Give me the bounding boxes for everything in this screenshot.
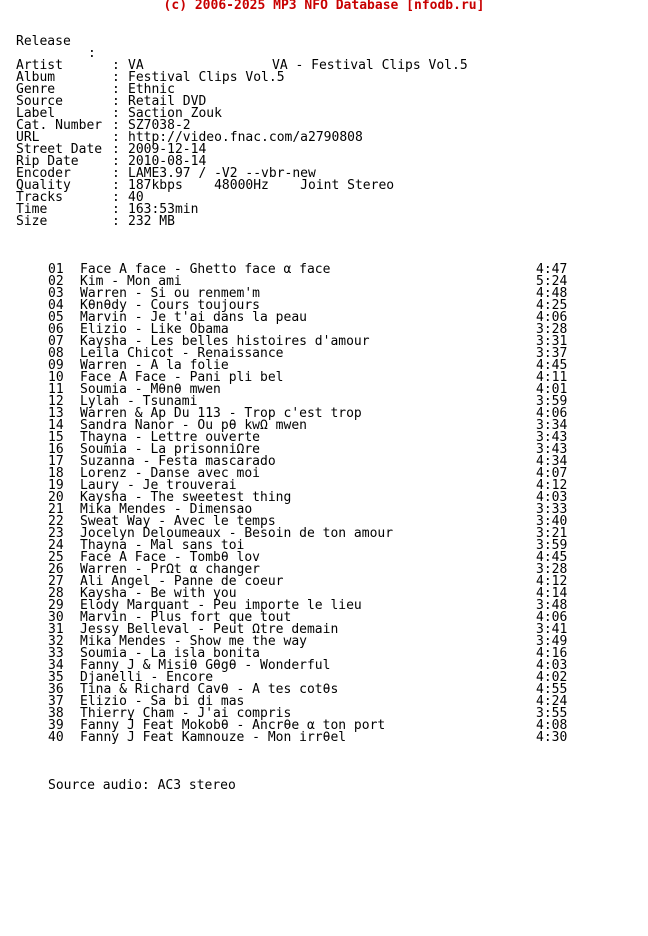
track-number: 37 <box>48 694 64 709</box>
track-title: Jocelyn Deloumeaux - Besoin de ton amour <box>80 526 394 541</box>
source-audio-note: Source audio: AC3 stereo <box>48 778 236 793</box>
info-separator: : <box>112 82 120 97</box>
track-number: 02 <box>48 274 64 289</box>
track-title: Kaysha - The sweetest thing <box>80 490 292 505</box>
track-time: 4:12 <box>536 478 568 493</box>
info-value: Retail DVD <box>128 94 207 109</box>
info-separator: : <box>112 154 120 169</box>
release-separator: : <box>88 46 96 61</box>
track-time: 3:33 <box>536 502 568 517</box>
info-key: Encoder <box>16 166 71 181</box>
info-key: Quality <box>16 178 71 193</box>
info-key: Label <box>16 106 56 121</box>
track-title: Thayna - Lettre ouverte <box>80 430 261 445</box>
track-time: 4:03 <box>536 658 568 673</box>
track-title: Suzanna - Festa mascarado <box>80 454 276 469</box>
info-key: URL <box>16 130 40 145</box>
track-time: 4:24 <box>536 694 568 709</box>
track-title: Warren - A la folie <box>80 358 229 373</box>
track-number: 38 <box>48 706 64 721</box>
info-key: Artist <box>16 58 63 73</box>
track-number: 33 <box>48 646 64 661</box>
track-time: 4:16 <box>536 646 568 661</box>
track-title: Sandra Nanor - Ou pθ kwΩ mwen <box>80 418 307 433</box>
track-time: 4:01 <box>536 382 568 397</box>
info-value: 163:53min <box>128 202 199 217</box>
track-title: Face A Face - Pani pli bel <box>80 370 284 385</box>
track-number: 20 <box>48 490 64 505</box>
track-title: Kim - Mon ami <box>80 274 182 289</box>
track-number: 39 <box>48 718 64 733</box>
track-number: 21 <box>48 502 64 517</box>
info-value: SZ7038-2 <box>128 118 191 133</box>
info-separator: : <box>112 214 120 229</box>
info-value: Ethnic <box>128 82 175 97</box>
info-value: Saction Zouk <box>128 106 222 121</box>
info-key: Size <box>16 214 48 229</box>
track-number: 05 <box>48 310 64 325</box>
track-number: 28 <box>48 586 64 601</box>
track-time: 4:06 <box>536 310 568 325</box>
track-title: Warren & Ap Du 113 - Trop c'est trop <box>80 406 362 421</box>
track-number: 29 <box>48 598 64 613</box>
track-number: 07 <box>48 334 64 349</box>
track-title: Thayna - Mal sans toi <box>80 538 245 553</box>
track-number: 16 <box>48 442 64 457</box>
track-time: 3:49 <box>536 634 568 649</box>
info-separator: : <box>112 58 120 73</box>
track-time: 3:48 <box>536 598 568 613</box>
track-title: Lylah - Tsunami <box>80 394 198 409</box>
track-time: 4:34 <box>536 454 568 469</box>
track-number: 34 <box>48 658 64 673</box>
info-value: 2009-12-14 <box>128 142 207 157</box>
track-title: Mika Mendes - Dimensao <box>80 502 253 517</box>
track-time: 3:40 <box>536 514 568 529</box>
track-time: 3:55 <box>536 706 568 721</box>
track-title: Elody Marquant - Peu importe le lieu <box>80 598 362 613</box>
track-number: 14 <box>48 418 64 433</box>
track-number: 36 <box>48 682 64 697</box>
track-time: 3:28 <box>536 322 568 337</box>
track-time: 4:47 <box>536 262 568 277</box>
info-separator: : <box>112 70 120 85</box>
track-number: 10 <box>48 370 64 385</box>
track-number: 03 <box>48 286 64 301</box>
track-title: Djanelli - Encore <box>80 670 214 685</box>
info-separator: : <box>112 94 120 109</box>
info-key: Street Date <box>16 142 103 157</box>
track-number: 27 <box>48 574 64 589</box>
track-time: 3:37 <box>536 346 568 361</box>
track-number: 23 <box>48 526 64 541</box>
info-value: 232 MB <box>128 214 175 229</box>
info-value: VA <box>128 58 144 73</box>
track-number: 01 <box>48 262 64 277</box>
track-title: Sweat Way - Avec le temps <box>80 514 276 529</box>
info-value: Festival Clips Vol.5 <box>128 70 285 85</box>
info-value: 2010-08-14 <box>128 154 207 169</box>
track-time: 4:06 <box>536 610 568 625</box>
track-title: Soumia - Mθnθ mwen <box>80 382 221 397</box>
info-separator: : <box>112 142 120 157</box>
info-separator: : <box>112 130 120 145</box>
track-time: 3:43 <box>536 442 568 457</box>
track-time: 3:28 <box>536 562 568 577</box>
track-time: 4:55 <box>536 682 568 697</box>
track-title: Lorenz - Danse avec moi <box>80 466 261 481</box>
track-number: 09 <box>48 358 64 373</box>
track-number: 31 <box>48 622 64 637</box>
track-title: Laury - Je trouverai <box>80 478 237 493</box>
info-separator: : <box>112 118 120 133</box>
track-time: 5:24 <box>536 274 568 289</box>
track-title: Elizio - Like Obama <box>80 322 229 337</box>
track-time: 3:43 <box>536 430 568 445</box>
track-time: 3:59 <box>536 538 568 553</box>
track-number: 40 <box>48 730 64 745</box>
track-title: Thierry Cham - J'ai compris <box>80 706 292 721</box>
track-title: Kaysha - Les belles histoires d'amour <box>80 334 370 349</box>
track-time: 4:25 <box>536 298 568 313</box>
track-time: 4:14 <box>536 586 568 601</box>
track-number: 11 <box>48 382 64 397</box>
info-key: Tracks <box>16 190 63 205</box>
track-title: Marvin - Je t'ai dans la peau <box>80 310 307 325</box>
track-time: 4:11 <box>536 370 568 385</box>
track-number: 17 <box>48 454 64 469</box>
info-value: http://video.fnac.com/a2790808 <box>128 130 363 145</box>
track-time: 4:03 <box>536 490 568 505</box>
info-separator: : <box>112 166 120 181</box>
track-title: Fanny J Feat Mokobθ - Ancrθe α ton port <box>80 718 386 733</box>
track-title: Mika Mendes - Show me the way <box>80 634 307 649</box>
track-time: 4:06 <box>536 406 568 421</box>
track-time: 4:45 <box>536 358 568 373</box>
info-separator: : <box>112 106 120 121</box>
info-value: 40 <box>128 190 144 205</box>
track-number: 24 <box>48 538 64 553</box>
track-number: 22 <box>48 514 64 529</box>
track-number: 15 <box>48 430 64 445</box>
track-time: 3:59 <box>536 394 568 409</box>
track-time: 3:21 <box>536 526 568 541</box>
track-number: 06 <box>48 322 64 337</box>
info-key: Time <box>16 202 48 217</box>
track-number: 35 <box>48 670 64 685</box>
track-title: Tina & Richard Cavθ - A tes cotθs <box>80 682 339 697</box>
track-number: 32 <box>48 634 64 649</box>
info-value: LAME3.97 / -V2 --vbr-new <box>128 166 316 181</box>
track-title: Warren - PrΩt α changer <box>80 562 261 577</box>
track-time: 4:30 <box>536 730 568 745</box>
track-number: 18 <box>48 466 64 481</box>
track-title: Face A Face - Tombθ lov <box>80 550 261 565</box>
info-separator: : <box>112 202 120 217</box>
track-title: Soumia - La prisonniΩre <box>80 442 261 457</box>
track-time: 4:12 <box>536 574 568 589</box>
track-time: 3:34 <box>536 418 568 433</box>
track-title: Jessy Belleval - Peut Ωtre demain <box>80 622 339 637</box>
track-title: Fanny J & Misiθ Gθgθ - Wonderful <box>80 658 331 673</box>
track-title: Ali Angel - Panne de coeur <box>80 574 284 589</box>
track-number: 08 <box>48 346 64 361</box>
info-separator: : <box>112 190 120 205</box>
track-time: 4:45 <box>536 550 568 565</box>
track-title: Kθnθdy - Cours toujours <box>80 298 261 313</box>
track-title: Elizio - Sa bi di mas <box>80 694 245 709</box>
track-number: 19 <box>48 478 64 493</box>
track-time: 4:07 <box>536 466 568 481</box>
track-number: 12 <box>48 394 64 409</box>
info-key: Source <box>16 94 63 109</box>
info-key: Rip Date <box>16 154 79 169</box>
track-number: 13 <box>48 406 64 421</box>
track-title: Soumia - La isla bonita <box>80 646 261 661</box>
track-title: Leila Chicot - Renaissance <box>80 346 284 361</box>
track-time: 3:41 <box>536 622 568 637</box>
info-value: 187kbps 48000Hz Joint Stereo <box>128 178 395 193</box>
track-title: Fanny J Feat Kamnouze - Mon irrθel <box>80 730 347 745</box>
track-number: 25 <box>48 550 64 565</box>
track-time: 4:48 <box>536 286 568 301</box>
track-time: 4:08 <box>536 718 568 733</box>
track-title: Kaysha - Be with you <box>80 586 237 601</box>
track-title: Marvin - Plus fort que tout <box>80 610 292 625</box>
track-number: 26 <box>48 562 64 577</box>
track-number: 30 <box>48 610 64 625</box>
info-key: Genre <box>16 82 56 97</box>
info-separator: : <box>112 178 120 193</box>
release-value: VA - Festival Clips Vol.5 <box>272 58 468 73</box>
track-number: 04 <box>48 298 64 313</box>
track-time: 4:02 <box>536 670 568 685</box>
track-time: 3:31 <box>536 334 568 349</box>
info-key: Cat. Number <box>16 118 103 133</box>
track-title: Face A face - Ghetto face α face <box>80 262 331 277</box>
site-header: (c) 2006-2025 MP3 NFO Database [nfodb.ru] <box>163 0 485 13</box>
info-key: Album <box>16 70 56 85</box>
track-title: Warren - Si ou renmem'm <box>80 286 261 301</box>
release-label: Release <box>16 34 71 49</box>
